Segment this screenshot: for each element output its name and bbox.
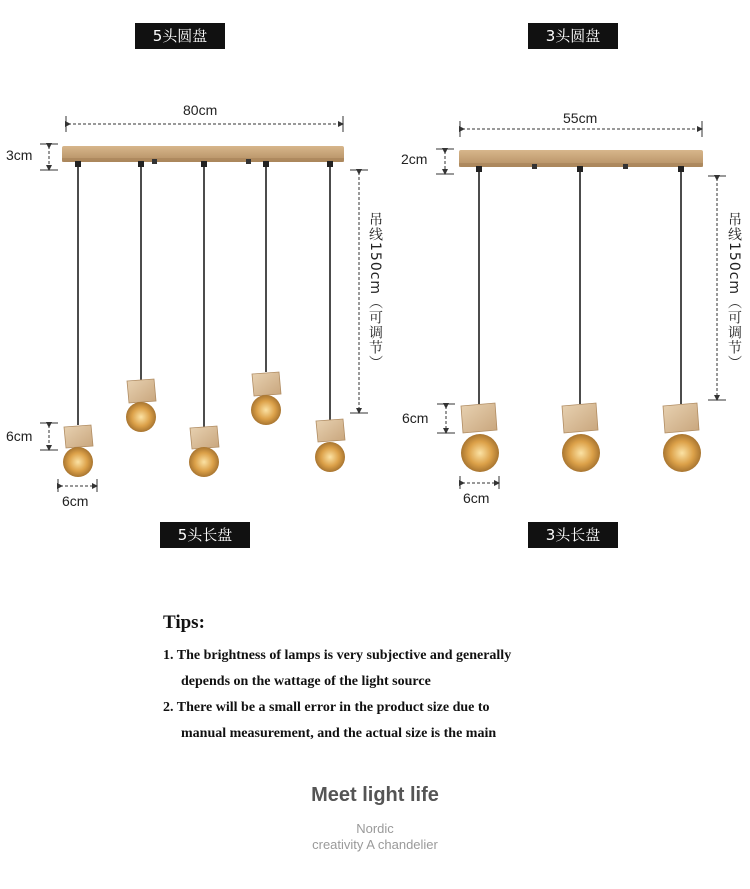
footer-title: Meet light life — [311, 784, 439, 806]
left-lamp-3 — [189, 426, 219, 477]
right-cables — [479, 167, 681, 404]
right-plate-height-dimension — [436, 149, 454, 174]
left-lamp-width-dimension — [58, 479, 97, 492]
tip-2-line-2: manual measurement, and the actual size is the main — [181, 726, 497, 741]
right-lamp-height-dimension — [437, 404, 455, 433]
right-lamp-height-label: 6cm — [402, 410, 429, 426]
tip-1-line-2: depends on the wattage of the light source — [181, 674, 431, 689]
right-lamp-width-label: 6cm — [463, 490, 490, 506]
footer-line-1: Nordic — [356, 821, 394, 836]
left-lamp-1 — [63, 425, 93, 477]
right-lamp-2 — [562, 403, 600, 472]
left-lamp-2 — [126, 379, 156, 432]
left-cables — [78, 162, 330, 427]
right-lamp-width-dimension — [460, 476, 499, 489]
left-plate-height-label: 3cm — [6, 147, 33, 163]
right-top-tag: 3头圆盘 — [528, 23, 618, 49]
footer-line-2: creativity A chandelier — [312, 837, 438, 852]
right-cable-label: 吊线150cm（可调节） — [726, 212, 742, 371]
right-bottom-tag: 3头长盘 — [528, 522, 618, 548]
right-plate-height-label: 2cm — [401, 151, 428, 167]
left-lamp-5 — [315, 419, 345, 472]
left-width-dimension — [66, 116, 343, 132]
left-cable-label: 吊线150cm（可调节） — [367, 212, 383, 371]
tip-2-line-1: 2. There will be a small error in the product size due to — [163, 700, 490, 715]
tips-title: Tips: — [163, 612, 205, 633]
left-lamp-4 — [251, 372, 281, 425]
left-lamp-width-label: 6cm — [62, 493, 89, 509]
left-bottom-tag: 5头长盘 — [160, 522, 250, 548]
right-lamp-3 — [663, 403, 701, 472]
left-width-label: 80cm — [183, 102, 218, 118]
left-lamp-height-label: 6cm — [6, 428, 33, 444]
right-lamp-1 — [461, 403, 499, 472]
left-lamp-height-dimension — [40, 423, 58, 450]
left-plate-height-dimension — [40, 144, 58, 170]
tip-1-line-1: 1. The brightness of lamps is very subjective and generally — [163, 648, 512, 663]
left-top-tag: 5头圆盘 — [135, 23, 225, 49]
right-width-label: 55cm — [563, 110, 598, 126]
